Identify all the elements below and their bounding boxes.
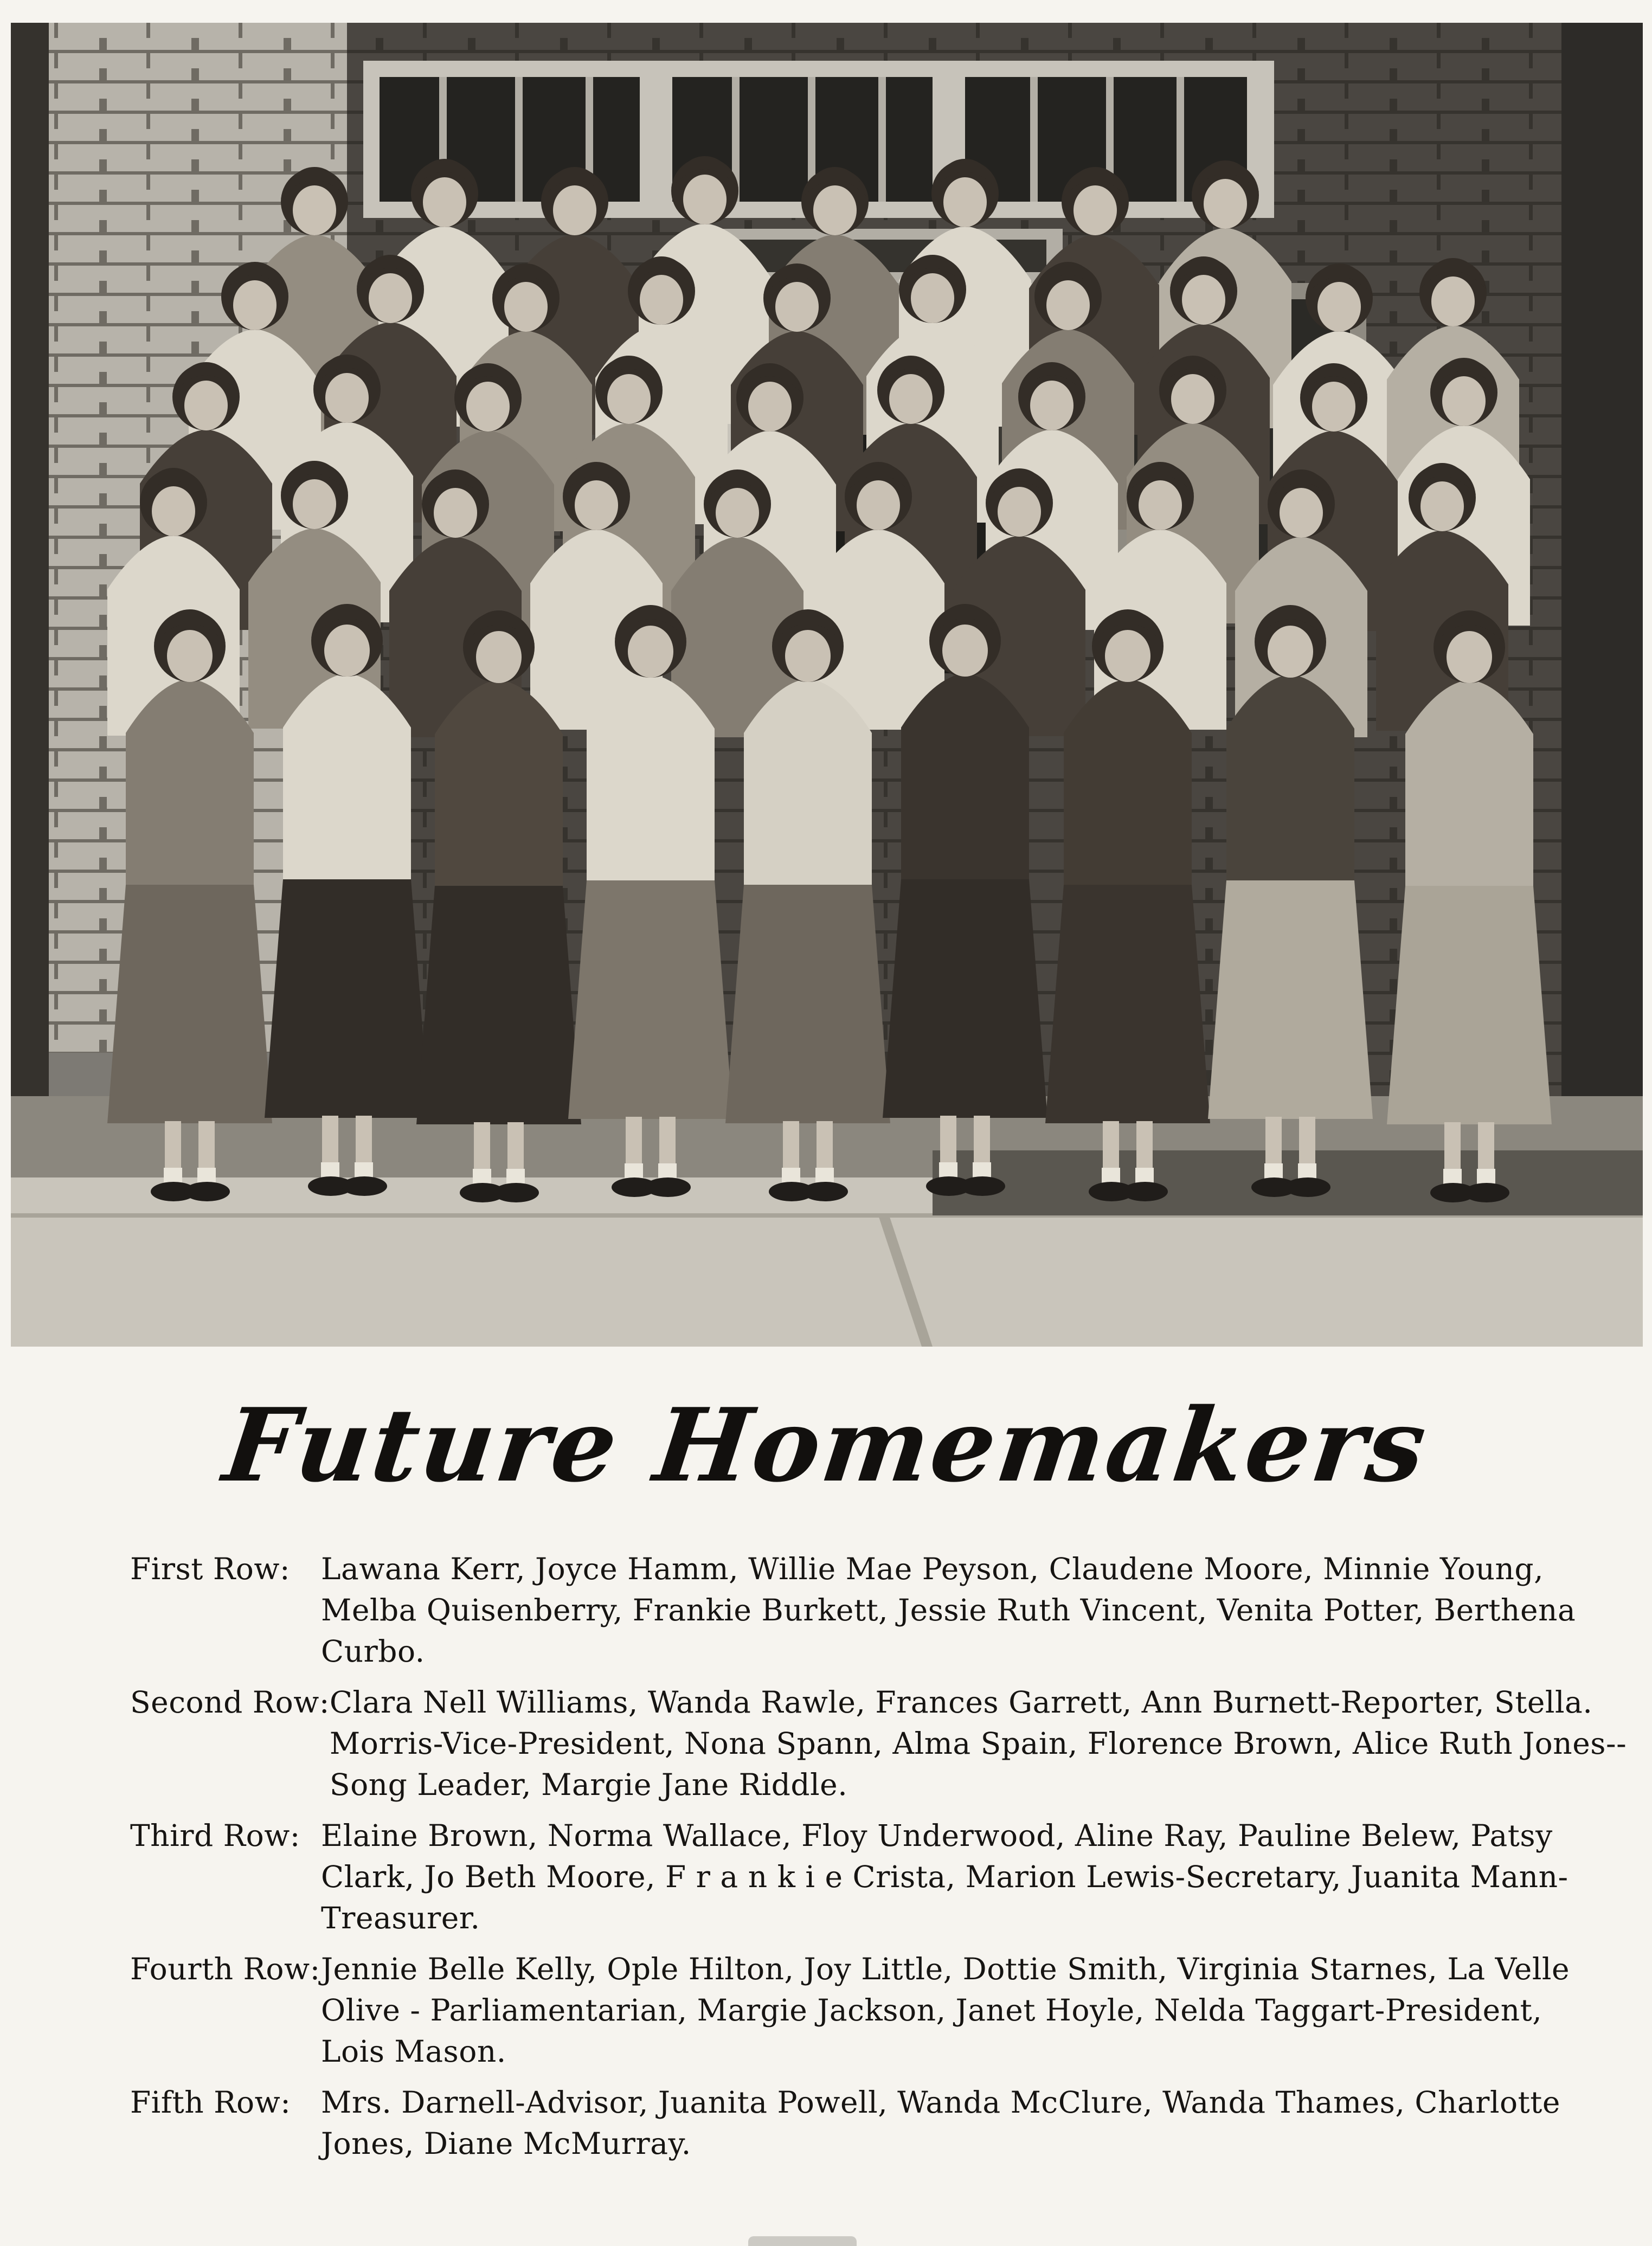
row-line: Lois Mason. bbox=[321, 2034, 506, 2069]
row-names bbox=[330, 1682, 1627, 1805]
roster bbox=[130, 1548, 1627, 2174]
row-label: First Row: bbox=[130, 1552, 290, 1586]
yearbook-photo bbox=[11, 23, 1643, 1347]
row-line: Lawana Kerr, Joyce Hamm, Willie Mae Peyson, Claudene Moore, Minnie Young, bbox=[321, 1552, 1544, 1586]
row-label: Third Row: bbox=[130, 1818, 300, 1853]
roster-row-first bbox=[130, 1548, 1576, 1672]
row-names bbox=[321, 1548, 1576, 1672]
row-line: Clark, Jo Beth Moore, F r a n k i e Crista, Marion Lewis-Secretary, Juanita Mann- bbox=[321, 1859, 1569, 1894]
row-label: Second Row: bbox=[130, 1685, 330, 1720]
row-line: Song Leader, Margie Jane Riddle. bbox=[329, 1767, 848, 1802]
row-line: Elaine Brown, Norma Wallace, Floy Underwood, Aline Ray, Pauline Belew, Patsy bbox=[321, 1818, 1553, 1853]
row-line: Jennie Belle Kelly, Ople Hilton, Joy Little, Dottie Smith, Virginia Starnes, La Velle bbox=[321, 1952, 1570, 1986]
roster-row-second bbox=[130, 1682, 1627, 1805]
page-edge-artifact bbox=[748, 2236, 857, 2246]
row-line: Olive - Parliamentarian, Margie Jackson, Janet Hoyle, Nelda Taggart-President, bbox=[321, 1993, 1542, 2028]
row-line: Treasurer. bbox=[321, 1901, 480, 1935]
row-label: Fourth Row: bbox=[130, 1952, 320, 1986]
roster-row-fifth bbox=[130, 2082, 1560, 2164]
roster-row-fourth bbox=[130, 1948, 1570, 2072]
group-photo-illustration bbox=[11, 23, 1643, 1347]
row-names bbox=[321, 1948, 1570, 2072]
row-line: Melba Quisenberry, Frankie Burkett, Jessie Ruth Vincent, Venita Potter, Berthena bbox=[321, 1593, 1576, 1627]
row-names bbox=[321, 2082, 1560, 2164]
row-label: Fifth Row: bbox=[130, 2085, 291, 2120]
roster-row-third bbox=[130, 1815, 1569, 1939]
row-line: Mrs. Darnell-Advisor, Juanita Powell, Wanda McClure, Wanda Thames, Charlotte bbox=[321, 2085, 1560, 2120]
row-line: Clara Nell Williams, Wanda Rawle, Frances Garrett, Ann Burnett-Reporter, Stella. bbox=[329, 1685, 1593, 1720]
row-line: Curbo. bbox=[321, 1634, 425, 1669]
row-line: Morris-Vice-President, Nona Spann, Alma Spain, Florence Brown, Alice Ruth Jones-- bbox=[329, 1726, 1627, 1761]
row-line: Jones, Diane McMurray. bbox=[321, 2126, 691, 2161]
page-title: Future Homemakers bbox=[217, 1386, 1435, 1504]
row-names bbox=[321, 1815, 1569, 1939]
